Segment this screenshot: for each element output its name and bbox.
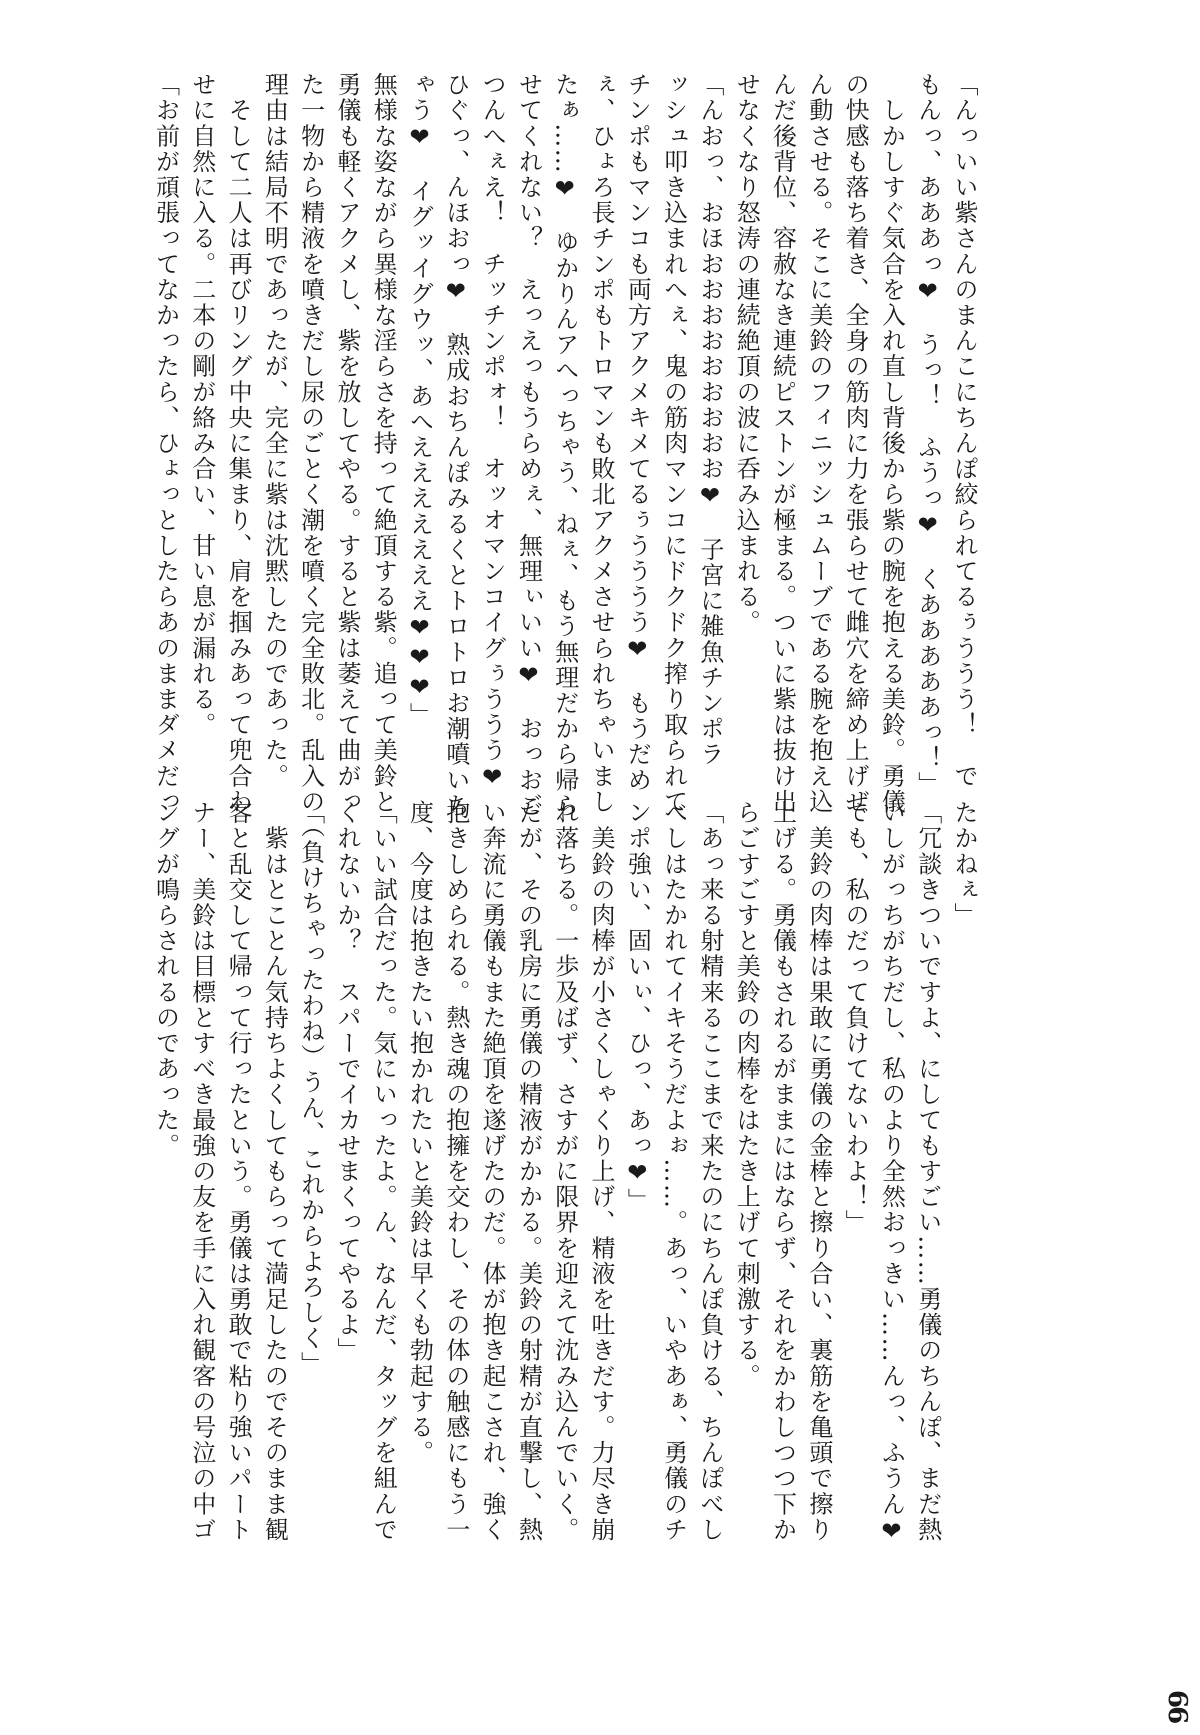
text-block-lower	[146, 800, 982, 1547]
text-column: 「んっいい紫さんのまんこにちんぽ絞られてるぅううう！ で	[950, 72, 978, 789]
text-column: いしがっちがちだし、私のより全然おっきい……んっ、ふうん❤	[877, 800, 906, 1547]
text-column: 紫はとことん気持ちよくしてもらって満足したのでそのまま観	[260, 800, 289, 1543]
text-block-upper	[146, 72, 982, 819]
text-column: れ落ちる。一歩及ばず、さすがに限界を迎えて沈み込んでいく。	[550, 800, 579, 1543]
text-column: ングが鳴らされるのであった。	[151, 800, 180, 1159]
text-column: 美鈴の肉棒は果敢に勇儀の金棒と擦り合い、裏筋を亀頭で擦り	[804, 800, 833, 1543]
text-column: の快感も落ち着き、全身の筋肉に力を張らせて雌穴を締め上げぜ	[841, 72, 870, 815]
text-column: たかねぇ」	[950, 800, 978, 928]
text-column: もんっ、あああっ❤ うっ！ ふうっ❤ くあああああっ！」	[913, 72, 942, 797]
text-column: 客と乱交して帰って行ったという。勇儀は勇敢で粘り強いパート	[224, 800, 253, 1543]
text-column: 度、今度は抱きたい抱かれたいと美鈴は早くも勃起する。	[405, 800, 434, 1466]
text-column: 無様な姿ながら異様な淫らさを持って絶頂する紫。追って美鈴と	[369, 72, 398, 815]
text-column: 勇儀も軽くアクメし、紫を放してやる。すると紫は萎えて曲がっ	[332, 72, 361, 815]
text-column: ゃう❤ イグッイグウッ、あへえええええええ❤❤❤」	[405, 72, 434, 728]
text-column: しかしすぐ気合を入れ直し背後から紫の腕を抱える美鈴。勇儀	[877, 72, 906, 815]
text-column: 「あっ来る射精来るここまで来たのにちんぽ負ける、ちんぽべし	[695, 800, 724, 1543]
text-column: 上げる。勇儀もされるがままにはならず、それをかわしつつ下か	[768, 800, 797, 1543]
text-column: 「冗談きついですよ、にしてもすごい……勇儀のちんぽ、まだ熱	[913, 800, 942, 1543]
text-column: 抱きしめられる。熱き魂の抱擁を交わし、その体の触感にもう一	[441, 800, 470, 1543]
text-column: らごすごすと美鈴の肉棒をはたき上げて刺激する。	[732, 800, 761, 1389]
text-column: ひぐっ、んほおっ❤ 熟成おちんぽみるくとトロトロお潮噴いち	[441, 72, 470, 819]
text-column: せなくなり怒涛の連続絶頂の波に呑み込まれる。	[732, 72, 761, 636]
text-column: ンポ強い、固いぃ、ひっ、あっ❤」	[623, 800, 652, 1214]
text-column: ッシュ叩き込まれへぇ、鬼の筋肉マンコにドクドク搾り取られて	[659, 72, 688, 815]
text-column: くれないか？ スパーでイカせまくってやるよ」	[332, 800, 361, 1364]
text-column: つんへぇえ！ チッチンポォ！ オッオマンコイグぅううう❤	[478, 72, 507, 793]
text-column: でも、私のだって負けてないわよ！」	[841, 800, 870, 1236]
text-column: ナー、美鈴は目標とすべき最強の友を手に入れ観客の号泣の中ゴ	[187, 800, 216, 1543]
text-column: 「んおっ、おほおおおおおおおおお❤ 子宮に雑魚チンポラ	[695, 72, 724, 768]
text-column: ぇ、ひょろ長チンポもトロマンも敗北アクメさせられちゃいまし	[587, 72, 616, 815]
text-column: ん動させる。そこに美鈴のフィニッシュムーブである腕を抱え込	[804, 72, 833, 815]
text-column: べしはたかれてイキそうだよぉ……。あっ、いやあぁ、勇儀のチ	[659, 800, 688, 1543]
text-column: 「（負けちゃったわね）うん、これからよろしく」	[296, 800, 325, 1377]
text-column: そして二人は再びリング中央に集まり、肩を掴みあって兜合わ	[224, 72, 253, 815]
text-column: せてくれない？ えっえっもうらめぇ、無理ぃいい❤ おっおご	[514, 72, 543, 819]
text-column: 「お前が頑張ってなかったら、ひょっとしたらあのままダメだっ	[151, 72, 180, 815]
text-column: チンポもマンコも両方アクメキメてるぅうううう❤ もうだめ	[623, 72, 652, 793]
text-column: だが、その乳房に勇儀の精液がかかる。美鈴の射精が直撃し、熱	[514, 800, 543, 1543]
text-column: い奔流に勇儀もまた絶頂を遂げたのだ。体が抱き起こされ、強く	[478, 800, 507, 1543]
text-column: んだ後背位、容赦なき連続ピストンが極まる。ついに紫は抜け出	[768, 72, 797, 815]
text-column: 美鈴の肉棒が小さくしゃくり上げ、精液を吐きだす。力尽き崩	[587, 800, 616, 1543]
text-column: 理由は結局不明であったが、完全に紫は沈黙したのであった。	[260, 72, 289, 789]
page-number: 66	[1162, 1690, 1192, 1723]
text-column: たぁ……❤ ゆかりんアへっちゃう、ねぇ、もう無理だから帰ら	[550, 72, 579, 819]
text-column: せに自然に入る。二本の剛が絡み合い、甘い息が漏れる。	[187, 72, 216, 738]
text-column: た一物から精液を噴きだし尿のごとく潮を噴く完全敗北。乱入の	[296, 72, 325, 815]
text-column: 「いい試合だった。気にいったよ。ん、なんだ、タッグを組んで	[369, 800, 398, 1543]
